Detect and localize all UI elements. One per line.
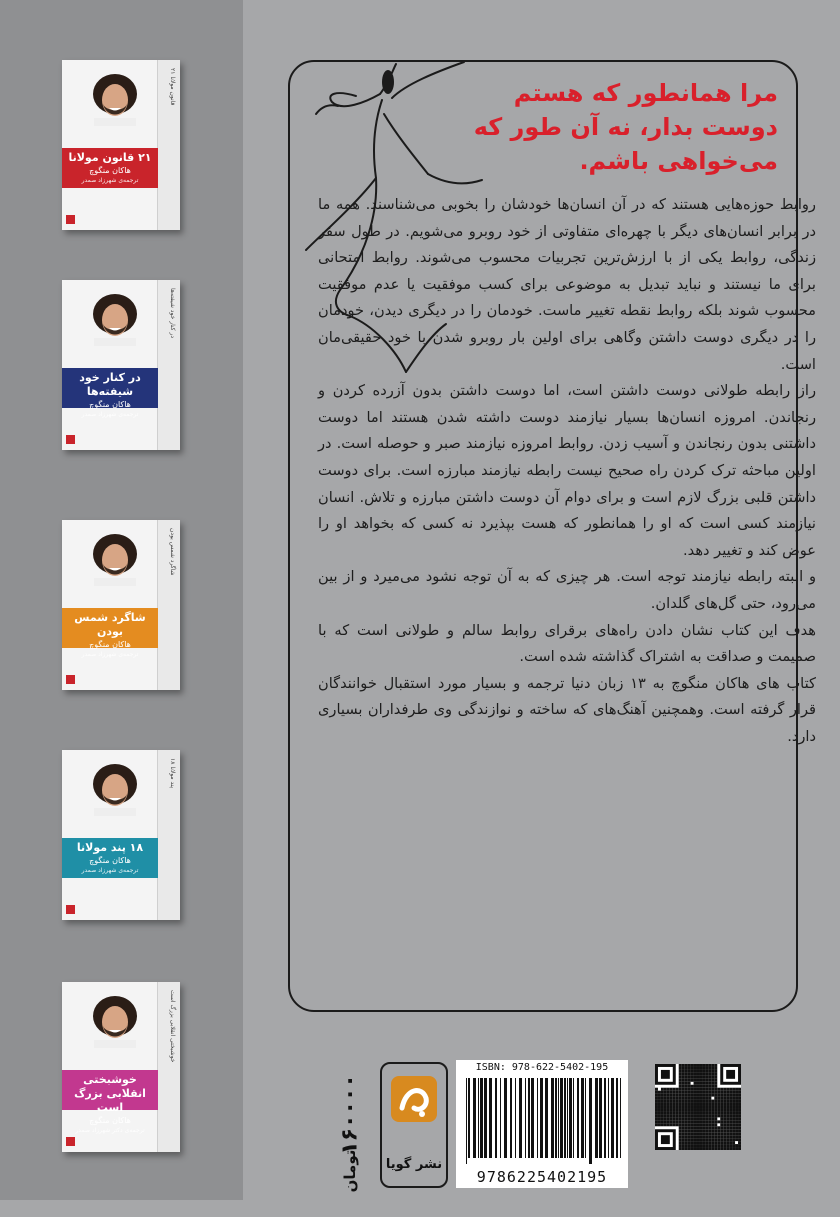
book-title: ۲۱ قانون مولانا: [68, 151, 152, 164]
book-author: هاکان منگوچ: [89, 400, 131, 409]
publisher-logo-icon: [382, 1068, 446, 1148]
publisher-logo-box: [380, 1062, 448, 1188]
publisher-mini-logo-icon: [66, 905, 75, 914]
publisher-mini-logo-icon: [66, 435, 75, 444]
book-title: در کنار خود شیفته‌ها: [79, 371, 141, 398]
paragraph: و البته رابطه نیازمند توجه است. هر چیزی که به آن توجه نشود می‌میرد و از بین می‌رود، حتی گل‌های گلدان.: [318, 568, 816, 612]
book-title-band: [62, 1070, 158, 1134]
book-translator: ترجمه‌ی شهرزاد صمدر: [81, 177, 139, 184]
publisher-mini-logo-icon: [66, 1137, 75, 1146]
isbn-digits: 9786225402195: [476, 1168, 608, 1186]
publisher-mini-logo-icon: [66, 215, 75, 224]
book-cover: [62, 280, 180, 450]
book-title-band: [62, 608, 158, 658]
book-title-band: [62, 148, 158, 188]
paragraph: هدف این کتاب نشان دادن راه‌های برقرای روابط سالم و طولانی است که با صمیمت و صداقت به اشتراک گذاشته شده است.: [318, 621, 816, 666]
book-author: هاکان منگوچ: [89, 856, 131, 865]
book-spine: [157, 520, 180, 690]
book-title: ۱۸ پند مولانا: [76, 841, 144, 854]
isbn-barcode: [456, 1060, 628, 1188]
paragraph: راز رابطه طولانی دوست داشتن است، اما دوست داشتن بدون آزرده کردن و رنجاندن. امروزه انسان‌ها بسیار نیازمند دوست داشته شدن هستند اما دوست داشتنی بدون رنجاندن و آسیب زدن. روابط امروزه نیازمند صبر و حوصله است. در اولین مباحثه ترک کردن راه صحیح نیست رابطه نیازمند مبارزه است. برای دوست داشتن قلبی بزرگ لازم است و برای دوام آن دوست داشتن مبارزه و تلاش. انسان نیازمند کسی است که او را همانطور که هست بپذیرد نه کسی که بخواهد او را عوض کند و تغییر دهد.: [318, 382, 816, 559]
author-portrait: [86, 288, 144, 346]
price: [330, 1050, 370, 1193]
book-author: هاکان منگوچ: [89, 166, 131, 175]
book-translator: ترجمه‌ی شهرزاد صمدر: [81, 651, 139, 658]
book-spine-title: خوشبختی انقلابی بزرگ است: [169, 990, 176, 1063]
publisher-name: نشر گویا: [385, 1157, 443, 1172]
barcode-bars: [464, 1078, 624, 1164]
author-portrait: [86, 68, 144, 126]
book-spine-title: ۲۱ قانون مولانا: [169, 68, 176, 106]
book-title-band: [62, 838, 158, 878]
book-author: هاکان منگوچ: [89, 1116, 131, 1125]
author-portrait: [86, 990, 144, 1048]
price-unit: تومان: [341, 1149, 359, 1193]
back-cover-description: [318, 192, 816, 750]
book-translator: ترجمه‌ی دکتر شهرزاد صمدر: [75, 1127, 145, 1134]
book-translator: ترجمه‌ی شهرزاد صمدر: [81, 867, 139, 874]
qr-code: [655, 1064, 741, 1150]
book-spine: [157, 280, 180, 450]
book-spine: [157, 982, 180, 1152]
qr-code-pattern: [655, 1064, 741, 1150]
author-portrait: [86, 528, 144, 586]
book-cover: [62, 520, 180, 690]
book-translator: ترجمه‌ی شهرزاد صمدر: [81, 411, 139, 418]
book-title-band: [62, 368, 158, 418]
book-spine: [157, 750, 180, 920]
publisher-mini-logo-icon: [66, 675, 75, 684]
book-cover: [62, 982, 180, 1152]
book-spine-title: ۱۸ پند مولانا: [169, 758, 176, 789]
book-spine-title: در کنار خود شیفته‌ها: [169, 288, 176, 339]
book-author: هاکان منگوچ: [89, 640, 131, 649]
author-portrait: [86, 758, 144, 816]
price-amount: ۱۶۰۰۰۰: [337, 1074, 363, 1155]
book-title: خوشبختی انقلابی بزرگ است: [74, 1073, 146, 1114]
quote: مرا همانطور که هستم دوست بدار، نه آن طور که می‌خواهی باشم.: [473, 79, 778, 175]
book-spine-title: شاگرد شمس بودن: [169, 528, 176, 576]
paragraph: کتاب های هاکان منگوچ به ۱۳ زبان دنیا ترجمه و بسیار مورد استقبال خوانندگان قرار گرفته است. وهمچنین آهنگ‌های که ساخته و نوازندگی وی طرفداران بسیاری دارد.: [318, 674, 816, 745]
book-cover: [62, 750, 180, 920]
paragraph: روابط حوزه‌هایی هستند که در آن انسان‌ها خودشان را بخوبی می‌شناسند. همه ما در برابر انسان‌های دیگر با چهره‌ای متفاوتی از خود روبرو می‌شویم. در طول سفر زندگی، روابط یکی از با ارزش‌ترین تجربیات محسوب می‌شوند. روابط امتحانی برای ما نیستند و نباید تبدیل به موضوعی برای کسب موفقیت یا عدم موفقیت محسوب شوند بلکه روابط نقطه تغییر ماست. خودمان را در دیگری دیدن، خودمان را در دیگری دوست داشتن وگاهی برای اولین بار روبرو شدن با خود حقیقی‌مان است.: [318, 196, 816, 373]
book-spine: [157, 60, 180, 230]
book-cover: [62, 60, 180, 230]
book-title: شاگرد شمس بودن: [74, 611, 146, 638]
isbn-label: ISBN: 978-622-5402-195: [475, 1062, 609, 1073]
